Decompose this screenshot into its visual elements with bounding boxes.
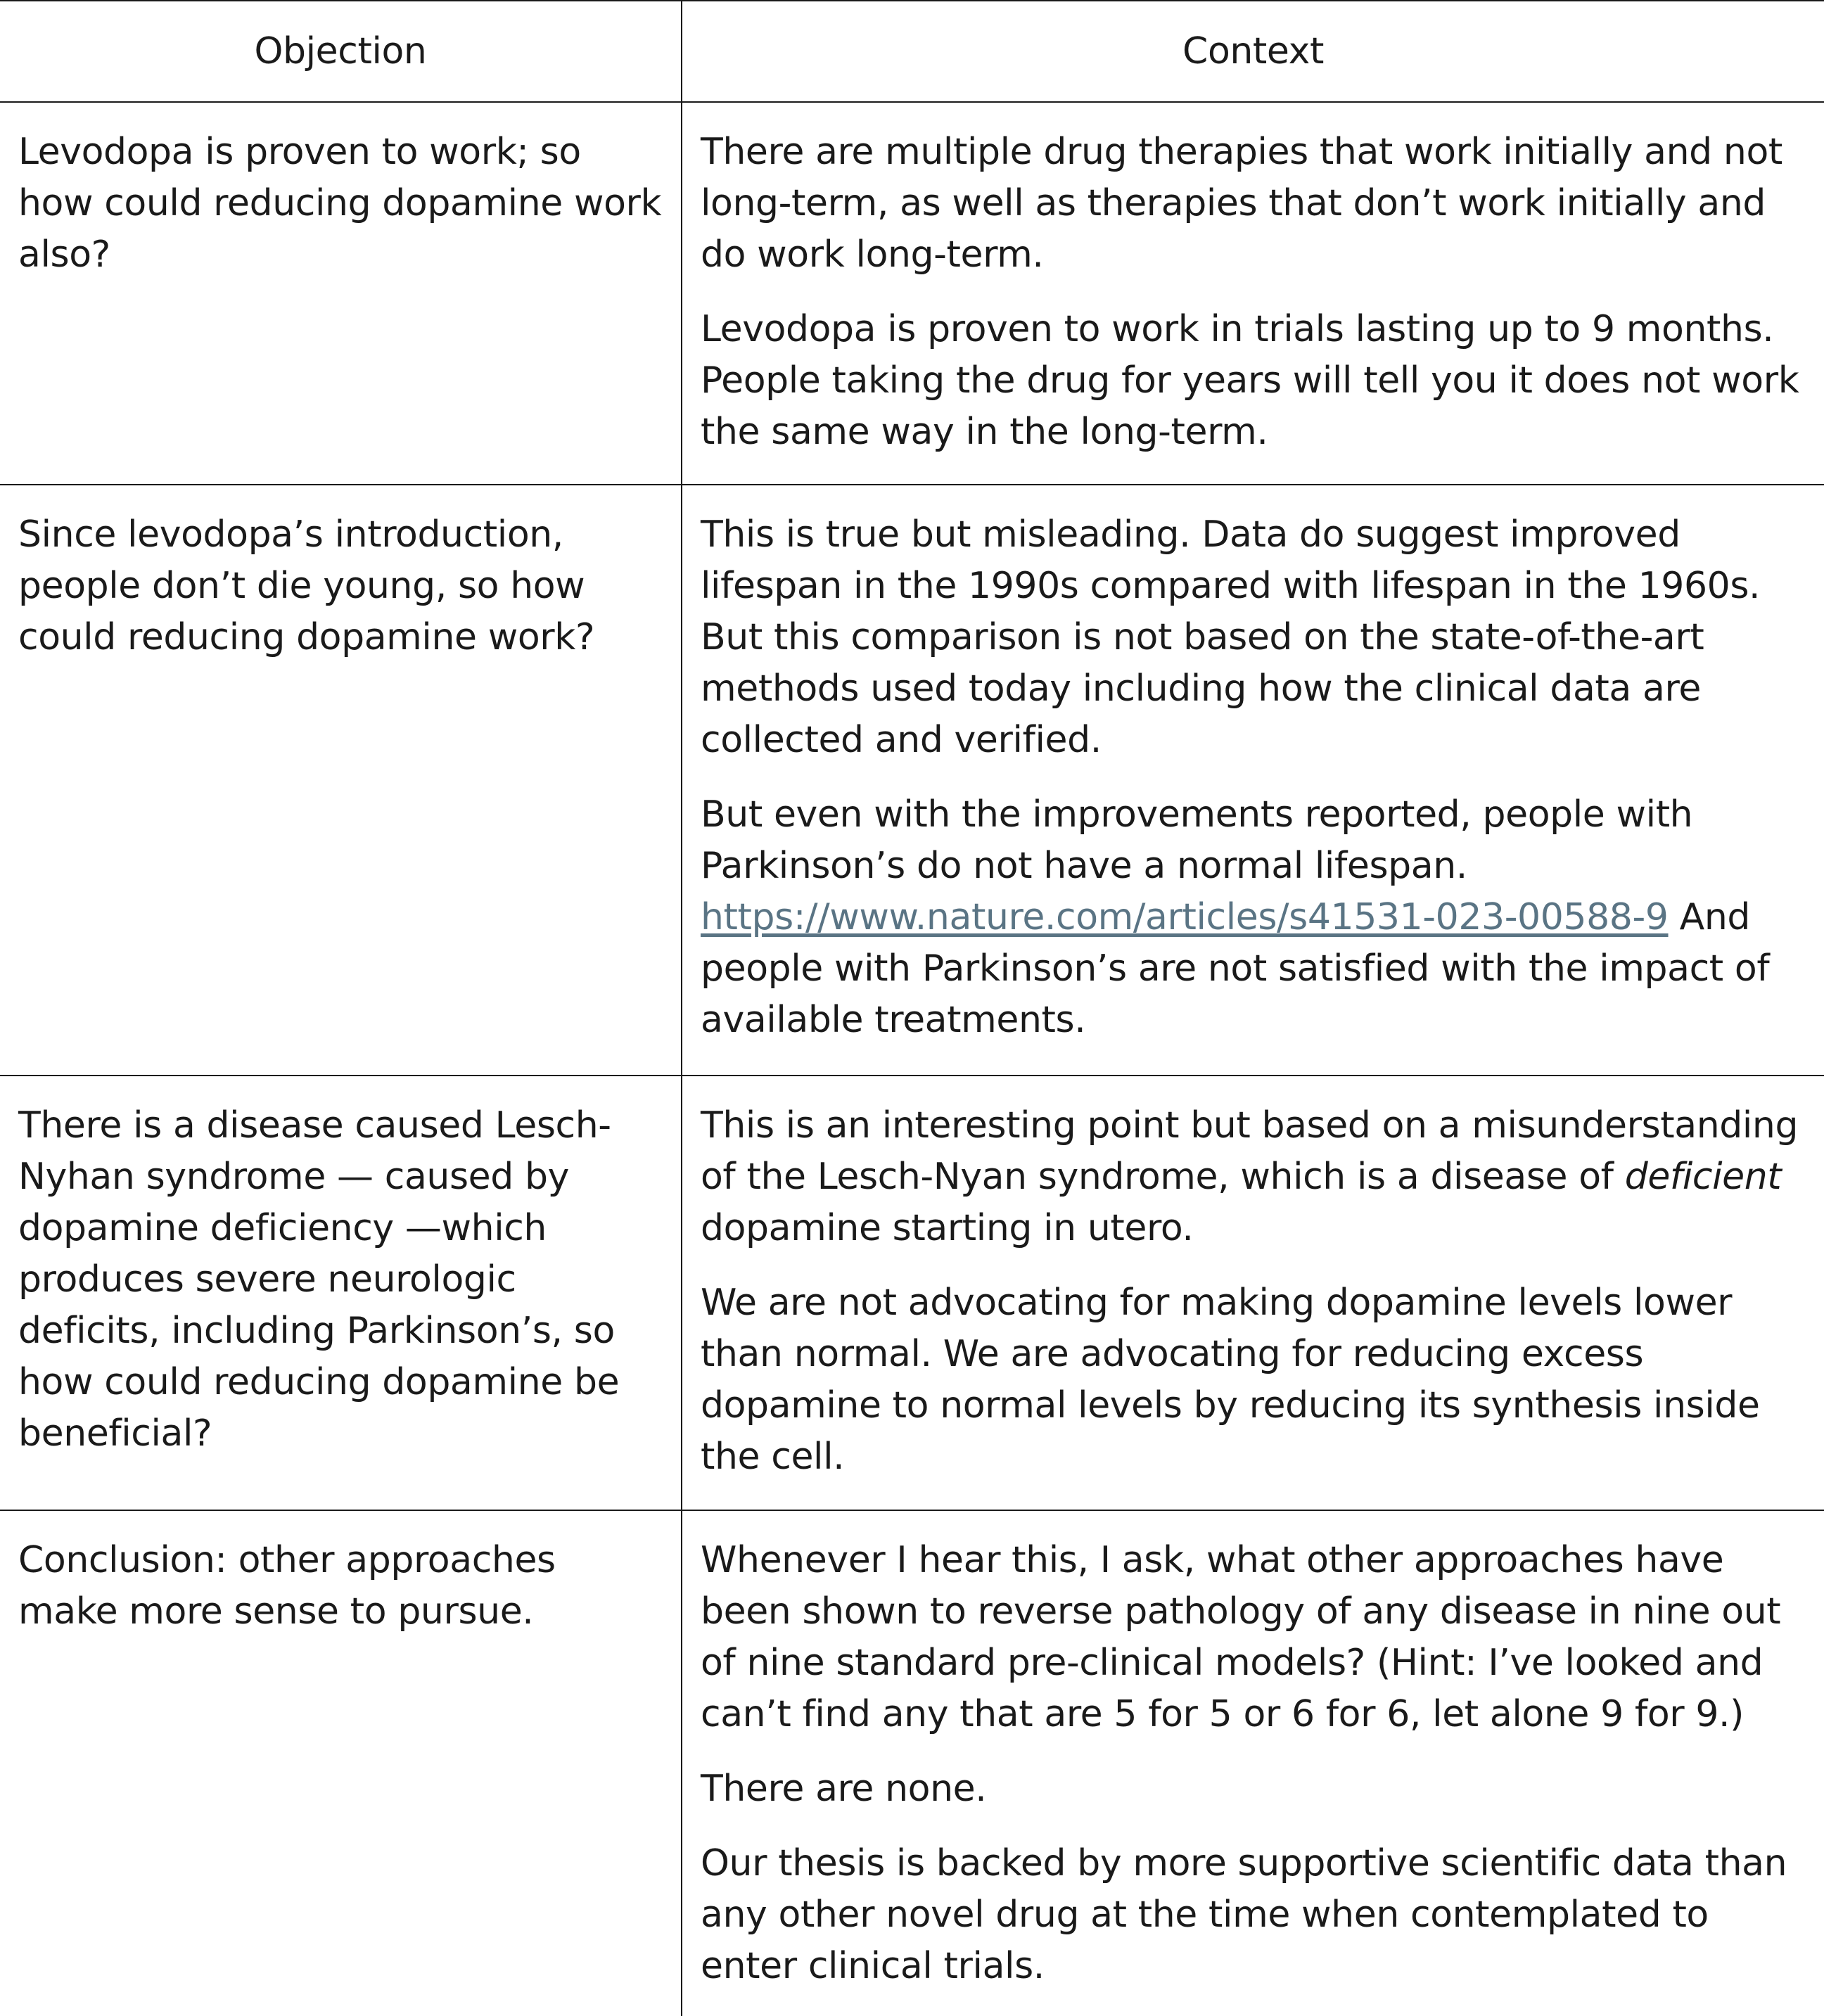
header-row bbox=[0, 1, 1824, 102]
context-paragraph bbox=[701, 1100, 1806, 1254]
context-paragraph: This is true but misleading. Data do suggest improved lifespan in the 1990s compared with lifespan in the 1960s. But this comparison is not based on the state-of-the-art methods used today including how the clinical data are collected and verified. bbox=[701, 513, 1761, 761]
context-paragraph: Whenever I hear this, I ask, what other approaches have been shown to reverse pathology of any disease in nine out of nine standard pre-clinical models? (Hint: I’ve looked and can’t find any that are 5 for 5 or 6 for 6, let alone 9 for 9.) bbox=[701, 1539, 1781, 1735]
objection-cell bbox=[0, 485, 682, 1076]
objection-text: Levodopa is proven to work; so how could reducing dopamine work also? bbox=[18, 131, 662, 276]
context-text: This is an interesting point but based on a misunderstanding of the Lesch-Nyan syndrome, which is a disease of bbox=[701, 1104, 1799, 1198]
context-paragraph: We are not advocating for making dopamine levels lower than normal. We are advocating for reducing excess dopamine to normal levels by reducing its synthesis inside the cell. bbox=[701, 1282, 1760, 1478]
context-paragraph: Our thesis is backed by more supportive scientific data than any other novel drug at the time when contemplated to enter clinical trials. bbox=[701, 1842, 1787, 1987]
context-paragraph bbox=[701, 789, 1806, 1046]
nature-article-link[interactable]: https://www.nature.com/articles/s41531-023-00588-9 bbox=[701, 896, 1669, 938]
table-row bbox=[0, 102, 1824, 485]
header-context: Context bbox=[682, 1, 1824, 102]
objection-text: Since levodopa’s introduction, people don’t die young, so how could reducing dopamine work? bbox=[18, 513, 595, 658]
table-row bbox=[0, 1076, 1824, 1510]
table-row bbox=[0, 485, 1824, 1076]
context-paragraph: There are none. bbox=[701, 1768, 987, 1810]
context-paragraph: Levodopa is proven to work in trials lasting up to 9 months. People taking the drug for years will tell you it does not work the same way in the long-term. bbox=[701, 308, 1799, 453]
context-text: But even with the improvements reported, people with Parkinson’s do not have a normal lifespan. bbox=[701, 793, 1693, 887]
table-row bbox=[0, 1510, 1824, 2016]
header-objection: Objection bbox=[0, 1, 682, 102]
emphasis-text: deficient bbox=[1624, 1156, 1782, 1198]
context-text: dopamine starting in utero. bbox=[701, 1207, 1194, 1249]
context-cell bbox=[682, 102, 1824, 485]
objection-cell bbox=[0, 1076, 682, 1510]
context-paragraph: There are multiple drug therapies that work initially and not long-term, as well as therapies that don’t work initially and do work long-term. bbox=[701, 131, 1782, 276]
objection-text: Conclusion: other approaches make more sense to pursue. bbox=[18, 1539, 556, 1633]
objection-text: There is a disease caused Lesch-Nyhan syndrome — caused by dopamine deficiency —which produces severe neurologic deficits, including Parkinson’s, so how could reducing dopamine be beneficial? bbox=[18, 1104, 620, 1455]
context-cell bbox=[682, 485, 1824, 1076]
context-text: And people with Parkinson’s are not satisfied with the impact of available treatments. bbox=[701, 896, 1770, 1041]
context-cell bbox=[682, 1510, 1824, 2016]
objection-cell bbox=[0, 102, 682, 485]
context-cell bbox=[682, 1076, 1824, 1510]
objection-cell bbox=[0, 1510, 682, 2016]
